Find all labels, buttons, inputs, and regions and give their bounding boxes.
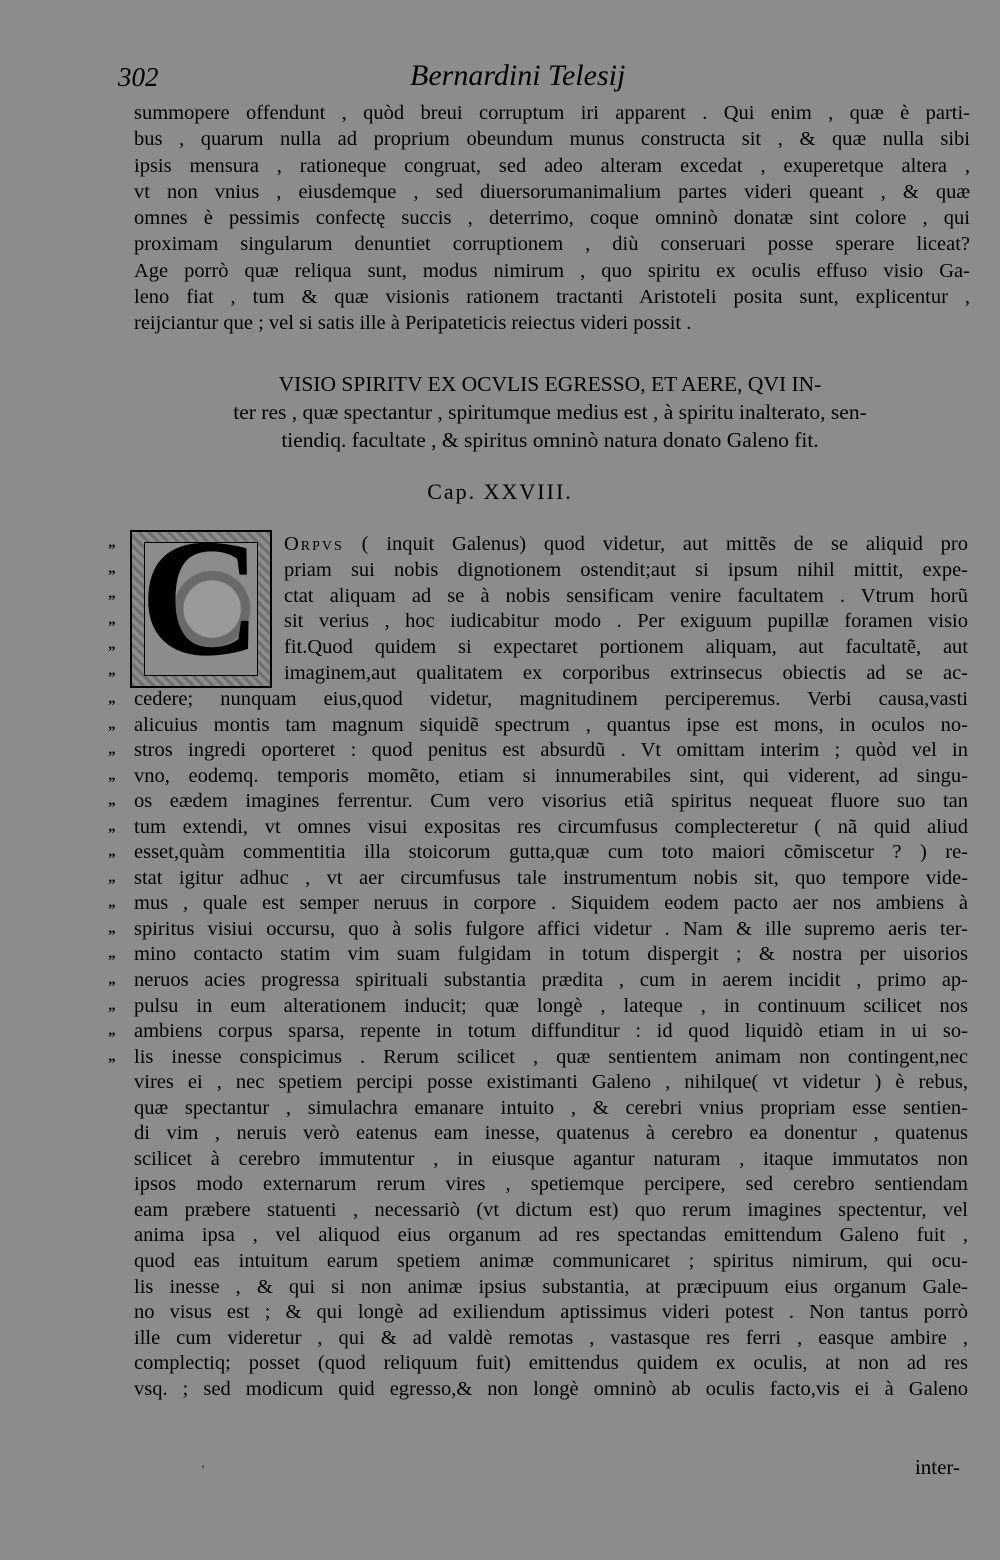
section-heading [140,370,960,454]
quote-mark: ” [108,698,116,714]
heading-line: ter res , quæ spectantur , spiritumque medius est , à spiritu inalterato, sen- [233,400,867,424]
text-line: ipsis mensura , rationeque congruat, sed adeo alteram excedat , exuperetque altera , [134,154,970,177]
text-line: stat igitur adhuc , vt aer circumfusus tale instrumentum nobis sit, quo tempore vide- [134,866,968,889]
quote-mark: ” [108,542,116,558]
text-line: esset,quàm commentitia illa stoicorum gutta,quæ cum toto maiori cõmiscetur ? ) re- [134,841,968,864]
text-line: cedere; nunquam eius,quod videtur, magnitudinem perciperemus. Verbi causa,vasti [134,688,968,710]
text-line: vno, eodemq. temporis momẽto, etiam si innumerabiles sint, qui viderent, ad singu- [134,764,968,787]
quote-mark: ” [108,800,116,817]
text-line: eam præbere statuenti , necessariò (vt dictum est) quo rerum imagines spectentur, vel [134,1198,968,1221]
text-line: summopere offendunt , quòd breui corruptum iri apparent . Qui enim , quæ è parti- [134,102,970,124]
text-line: pulsu in eum alterationem inducit; quæ longè , lateque , in continuum scilicet nos [134,994,968,1017]
text-line: Age porrò quæ reliqua sunt, modus nimirum , quo spiritu ex oculis effuso visio Ga- [134,259,970,282]
drop-cap-letter: C [140,505,262,691]
text-line: ambiens corpus sparsa, repente in totum diffunditur : id quod liquidò etiam in ui so- [134,1020,968,1043]
heading-line: tiendiq. facultate , & spiritus omninò natura donato Galeno fit. [281,428,819,452]
quote-mark: ” [108,979,116,996]
text-line: priam sui nobis dignotionem ostendit;aut si ipsum nihil mittit, expe- [284,558,968,581]
text-line [284,532,968,558]
quote-mark: ” [108,567,116,584]
text-line: imaginem,aut qualitatem ex corporibus extrinsecus obiectis ad se ac- [284,661,968,684]
text-line: tum extendi, vt omnes visui expositas res circumfusus complecteretur ( nã quid aliud [134,815,968,838]
drop-cap-lines [284,532,968,687]
quote-mark: ” [108,953,116,970]
quote-mark: ” [108,825,116,842]
page-number: 302 [118,62,159,92]
text-line: di vim , neruis verò eatenus eam inesse, quatenus à cerebro ea donentur , quatenus [134,1122,968,1145]
heading-line: VISIO SPIRITV EX OCVLIS EGRESSO, ET AERE, QVI IN- [278,372,822,396]
text-line: mino contacto statim vim suam fulgidam in totum dispergit ; & nostra per uisorios [134,943,968,966]
quote-mark: ” [108,774,116,791]
text-line: complectiq; posset (quod reliquum fuit) emittendus quidem ex oculis, at non ad res [134,1352,968,1375]
text-line: ctat aliquam ad se à nobis sensificam venire facultatem . Vtrum horũ [284,584,968,607]
chapter-label: Cap. XXVIII. [427,479,573,504]
quote-mark: ” [108,902,116,919]
quote-mark: ” [108,749,116,766]
quote-mark: ” [108,669,116,686]
text-line: quæ spectantur , simulachra emanare intuito , & cerebri vnius propriam esse sentien- [134,1096,968,1119]
line-text: ( inquit Galenus) quod videtur, aut mittẽs de se aliquid pro [343,533,968,555]
running-title: Bernardini Telesij [410,59,626,92]
text-line: no visus est ; & qui longè ad exiliendum aptissimus videri potest . Non tantus porrò [134,1301,968,1324]
footnote-mark: ' [202,1462,205,1476]
text-line: os eædem imagines ferrentur. Cum vero visorius etiã spiritus nequeat fluore suo tan [134,790,968,813]
text-line: lis inesse conspicimus . Rerum scilicet , quæ sentientem animam non contingent,nec [134,1045,968,1068]
quote-mark: ” [108,1004,116,1021]
quote-mark: ” [108,644,116,661]
quote-mark: ” [108,1055,116,1072]
text-line: sit verius , hoc iudicabitur modo . Per exiguum pupillæ foramen visio [284,610,968,633]
quote-mark: ” [108,1030,116,1047]
catchword: inter- [914,1455,960,1479]
text-line: leno fiat , tum & quæ visionis rationem tractanti Aristoteli posita sunt, explicentur , [134,286,970,309]
text-line: ille cum videretur , qui & ad valdè remotas , vastasque res ferri , easque ambire , [134,1326,968,1349]
text-line: omnes è pessimis confectę succis , deterrimo, coque omninò donatæ sint colore , qui [134,207,970,230]
quote-mark: ” [108,876,116,893]
text-line: bus , quarum nulla ad proprium obeundum munus constructa sit , & quæ nulla sibi [134,128,970,151]
text-line: mus , quale est semper neruus in corpore . Siquidem eodem pacto aer nos ambiens à [134,892,968,915]
text-line: alicuius montis tam magnum siquidẽ spectrum , quantus ipse est mons, in oculos no- [134,713,968,736]
text-line: proximam singularum denuntiet corruptionem , diù conseruari posse sperare liceat? [134,233,970,256]
quote-mark: ” [108,618,116,635]
text-line: stros ingredi oporteret : quod penitus est absurdũ . Vt omittam interim ; quòd vel in [134,739,968,762]
text-line: quod eas intuitum earum spetiem animæ communicaret ; spiritus nimirum, qui ocu- [134,1250,968,1273]
quote-marks-column [108,538,130,692]
quote-mark: ” [108,851,116,868]
quote-mark: ” [108,593,116,610]
quote-mark: ” [108,723,116,740]
lead-word: Orpvs [284,533,344,555]
text-line: scilicet à cerebro immutentur , in eiusque agantur naturam , itaque immutatos non [134,1147,968,1170]
text-line: spiritus visiui occursu, quo à solis fulgore affici videtur . Nam & ille supremo aeris ter- [134,917,968,940]
text-line: lis inesse , & qui si non animæ ipsius substantia, at præcipuum eius organum Gale- [134,1275,968,1298]
text-line: neruos acies progressa spirituali substantia prædita , cum in aerem incidit , primo ap- [134,969,968,992]
text-line: vt non vnius , eiusdemque , sed diuersorumanimalium partes videri queant , & quæ [134,180,970,203]
body-paragraph [134,687,968,1402]
text-line: anima ipsa , vel aliquod eius organum ad res spectandas emittendum Galeno fuit , [134,1224,968,1247]
text-line: ipsos modo externarum rerum vires , spetiemque percipere, sed cerebro sentiendam [134,1173,968,1196]
text-line: vires ei , nec spetiem percipi posse existimanti Galeno , nihilque( vt videtur ) è rebus, [134,1071,968,1094]
text-line: vsq. ; sed modicum quid egresso,& non longè omninò ab oculis facto,vis ei à Galeno [134,1377,968,1400]
drop-cap-ornament [130,505,272,691]
text-line: reijciantur que ; vel si satis ille à Peripateticis reiectus videri possit . [134,312,692,335]
intro-paragraph [134,100,970,337]
text-line: fit.Quod quidem si expectaret portionem aliquam, aut facultatẽ, aut [284,636,968,659]
quote-marks-column-lower [108,694,130,1077]
quote-mark: ” [108,927,116,944]
